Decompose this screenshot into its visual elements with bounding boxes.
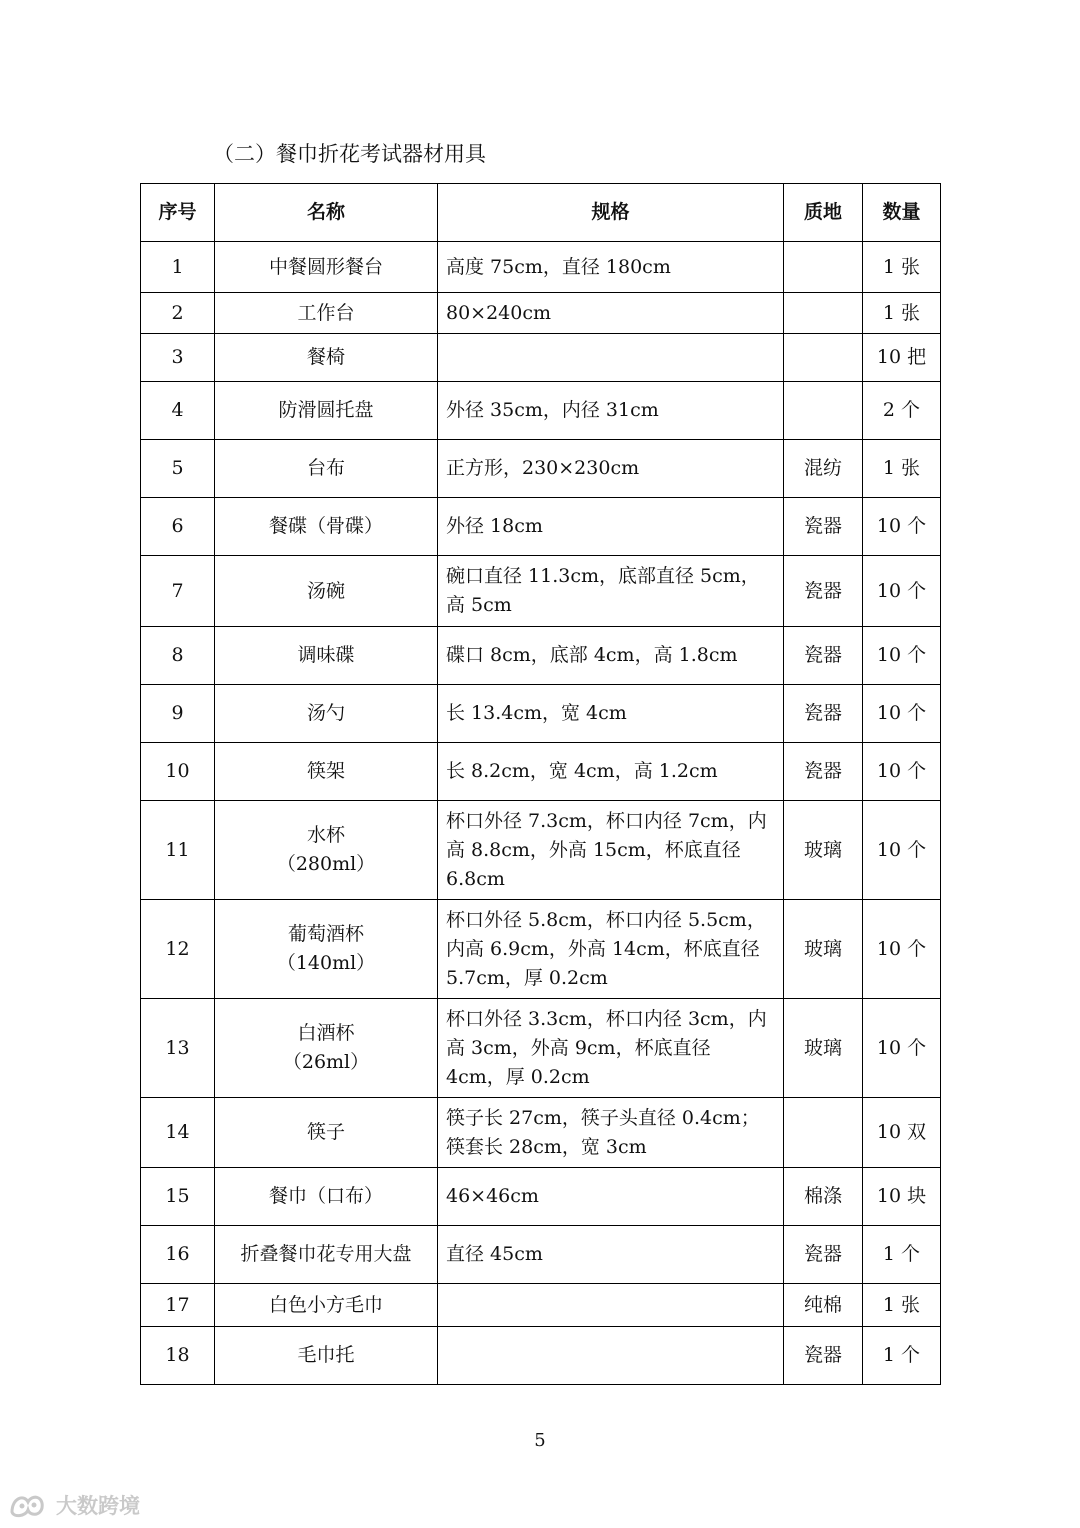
item-name: 中餐圆形餐台 [268,255,383,278]
cell-spec [438,1284,784,1327]
cell-quantity: 10 块 [863,1168,941,1226]
cell-name [215,743,438,801]
cell-material: 瓷器 [784,498,863,556]
item-name: 调味碟 [297,644,355,666]
cell-index: 5 [141,440,215,498]
cell-spec: 碟口 8cm，底部 4cm，高 1.8cm [438,627,784,685]
header-quantity: 数量 [863,184,941,242]
cell-quantity: 1 张 [863,440,941,498]
header-material: 质地 [784,184,863,242]
cell-index: 9 [141,685,215,743]
cell-spec: 直径 45cm [438,1226,784,1284]
item-name: 餐巾（口布） [268,1185,383,1207]
cell-index: 13 [141,999,215,1098]
page-number: 5 [534,1430,546,1451]
header-spec: 规格 [438,184,784,242]
table-row [141,440,941,498]
cell-name [215,801,438,900]
table-row [141,556,941,627]
item-capacity: （26ml） [282,1051,370,1073]
cell-index: 14 [141,1098,215,1168]
cell-name [215,440,438,498]
cell-name [215,900,438,999]
cell-material: 玻璃 [784,999,863,1098]
cell-spec: 杯口外径 5.8cm，杯口内径 5.5cm，内高 6.9cm，外高 14cm，杯底直径 5.7cm，厚 0.2cm [438,900,784,999]
cell-spec: 正方形，230×230cm [438,440,784,498]
item-name: 毛巾托 [297,1344,355,1366]
cell-spec: 杯口外径 7.3cm，杯口内径 7cm，内高 8.8cm，外高 15cm，杯底直径 6.8cm [438,801,784,900]
item-name: 筷架 [306,760,345,782]
cell-material: 瓷器 [784,685,863,743]
item-name: 葡萄酒杯 [287,923,364,945]
cell-material [784,1098,863,1168]
cell-spec: 外径 18cm [438,498,784,556]
table-row [141,1327,941,1385]
item-name: 汤碗 [306,579,345,602]
item-name: 白酒杯 [297,1022,355,1044]
cell-index: 6 [141,498,215,556]
cell-name [215,498,438,556]
cell-material: 玻璃 [784,900,863,999]
section-title: （二）餐巾折花考试器材用具 [213,142,486,166]
item-name: 水杯 [306,824,345,846]
cell-quantity: 10 把 [863,334,941,382]
cell-quantity: 1 张 [863,293,941,334]
table-row [141,293,941,334]
cell-material [784,382,863,440]
cell-name [215,293,438,334]
item-name: 筷子 [306,1121,345,1143]
cell-material: 瓷器 [784,627,863,685]
cell-spec: 高度 75cm，直径 180cm [438,242,784,293]
cell-spec: 长 8.2cm，宽 4cm，高 1.2cm [438,743,784,801]
cell-spec: 长 13.4cm，宽 4cm [438,685,784,743]
cell-quantity: 2 个 [863,382,941,440]
watermark-text: 大数跨境 [56,1494,140,1518]
cell-index: 15 [141,1168,215,1226]
table-row [141,999,941,1098]
cell-index: 11 [141,801,215,900]
item-name: 台布 [306,457,345,479]
cell-name [215,334,438,382]
cell-index: 3 [141,334,215,382]
cell-name [215,999,438,1098]
table-row [141,1226,941,1284]
equipment-table [140,183,941,1385]
cell-quantity: 1 张 [863,1284,941,1327]
cell-name [215,382,438,440]
cell-quantity: 10 个 [863,685,941,743]
cell-material: 纯棉 [784,1284,863,1327]
cell-quantity: 10 个 [863,556,941,627]
table-row [141,900,941,999]
table-row [141,627,941,685]
cell-index: 17 [141,1284,215,1327]
item-name: 餐碟（骨碟） [268,515,383,537]
item-name: 汤勺 [306,702,345,724]
cell-quantity: 10 个 [863,498,941,556]
item-name: 白色小方毛巾 [268,1293,383,1316]
cell-material: 混纺 [784,440,863,498]
cell-name [215,242,438,293]
table-row [141,743,941,801]
table-row [141,1168,941,1226]
table-row [141,382,941,440]
cell-spec: 碗口直径 11.3cm，底部直径 5cm，高 5cm [438,556,784,627]
cell-spec: 杯口外径 3.3cm，杯口内径 3cm，内高 3cm，外高 9cm，杯底直径 4cm，厚 0.2cm [438,999,784,1098]
cell-index: 10 [141,743,215,801]
table-row [141,801,941,900]
cell-index: 2 [141,293,215,334]
cell-material: 瓷器 [784,556,863,627]
header-index: 序号 [141,184,215,242]
cell-quantity: 10 个 [863,900,941,999]
cell-index: 1 [141,242,215,293]
cell-name [215,1284,438,1327]
cell-name [215,1226,438,1284]
table-row [141,685,941,743]
cell-quantity: 10 个 [863,801,941,900]
cell-quantity: 1 个 [863,1327,941,1385]
table-body [141,242,941,1385]
cell-spec: 46×46cm [438,1168,784,1226]
cell-name [215,1098,438,1168]
cell-name [215,556,438,627]
logo-icon [8,1490,50,1520]
item-capacity: （140ml） [276,952,376,974]
table-row [141,334,941,382]
cell-material [784,242,863,293]
cell-quantity: 10 双 [863,1098,941,1168]
cell-index: 18 [141,1327,215,1385]
cell-spec: 80×240cm [438,293,784,334]
cell-material: 棉涤 [784,1168,863,1226]
cell-material [784,334,863,382]
table-header-row [141,184,941,242]
cell-name [215,685,438,743]
cell-material: 瓷器 [784,743,863,801]
cell-material [784,293,863,334]
item-name: 餐椅 [306,346,345,368]
cell-index: 16 [141,1226,215,1284]
item-name: 工作台 [297,301,355,324]
cell-index: 7 [141,556,215,627]
cell-index: 4 [141,382,215,440]
cell-name [215,1168,438,1226]
cell-spec [438,1327,784,1385]
table-row [141,1284,941,1327]
cell-material: 瓷器 [784,1327,863,1385]
item-name: 折叠餐巾花专用大盘 [240,1243,412,1265]
cell-material: 瓷器 [784,1226,863,1284]
table-row [141,498,941,556]
cell-material: 玻璃 [784,801,863,900]
cell-quantity: 10 个 [863,743,941,801]
table-row [141,1098,941,1168]
cell-index: 12 [141,900,215,999]
cell-name [215,627,438,685]
cell-quantity: 1 张 [863,242,941,293]
cell-spec: 外径 35cm，内径 31cm [438,382,784,440]
watermark [8,1490,140,1520]
cell-spec: 筷子长 27cm，筷子头直径 0.4cm；筷套长 28cm，宽 3cm [438,1098,784,1168]
cell-spec [438,334,784,382]
cell-name [215,1327,438,1385]
cell-quantity: 10 个 [863,627,941,685]
table-row [141,242,941,293]
item-name: 防滑圆托盘 [278,399,374,421]
item-capacity: （280ml） [276,853,376,875]
header-name: 名称 [215,184,438,242]
cell-quantity: 1 个 [863,1226,941,1284]
cell-index: 8 [141,627,215,685]
cell-quantity: 10 个 [863,999,941,1098]
